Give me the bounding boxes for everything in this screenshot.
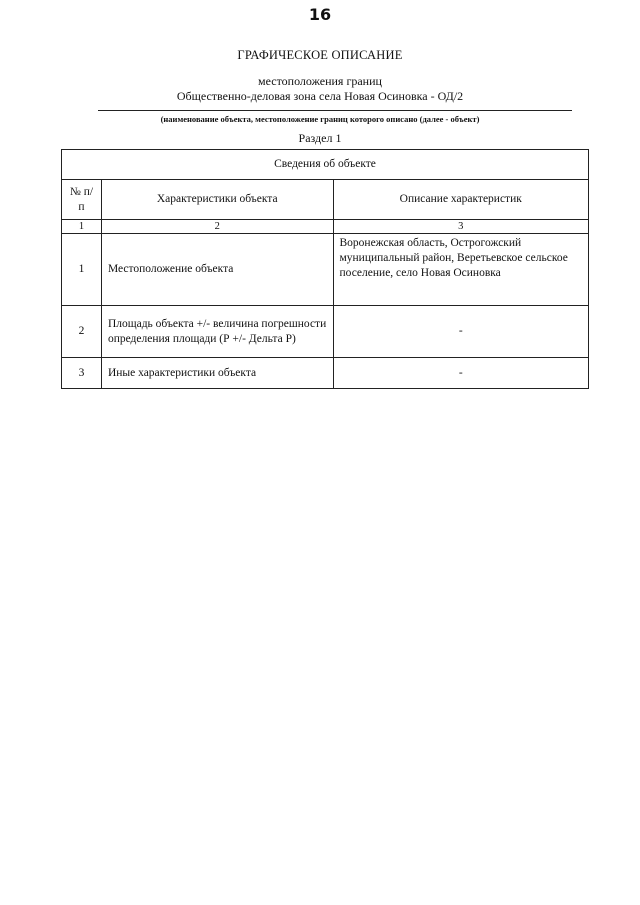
table-row: [62, 358, 589, 389]
column-index-3: 3: [333, 220, 589, 234]
table-row: [62, 234, 589, 306]
column-title-characteristic: Характеристики объекта: [101, 180, 333, 220]
column-title-description: Описание характеристик: [333, 180, 589, 220]
table-row: [62, 306, 589, 358]
section-label: Раздел 1: [298, 131, 342, 145]
object-caption: (наименование объекта, местоположение границ которого описано (далее - объект): [160, 114, 480, 124]
underline-rule: [98, 110, 572, 111]
row-description: Воронежская область, Острогожский муниципальный район, Веретьевское сельское поселение, село Новая Осиновка: [333, 234, 589, 306]
document-title: ГРАФИЧЕСКОЕ ОПИСАНИЕ: [237, 48, 403, 62]
row-characteristic: Площадь объекта +/- величина погрешности определения площади (Р +/- Дельта Р): [101, 306, 333, 358]
column-title-number: № п/п: [62, 180, 102, 220]
table-header-row: [62, 150, 589, 180]
page-number: 16: [308, 5, 332, 24]
row-number: 3: [62, 358, 102, 389]
object-name: Общественно-деловая зона села Новая Осиновка - ОД/2: [176, 89, 464, 103]
column-titles-row: [62, 180, 589, 220]
object-info-table: [61, 149, 589, 389]
column-index-row: [62, 220, 589, 234]
subtitle-boundaries: местоположения границ: [258, 74, 382, 88]
row-description: -: [333, 306, 589, 358]
column-index-1: 1: [62, 220, 102, 234]
row-characteristic: Местоположение объекта: [101, 234, 333, 306]
row-characteristic: Иные характеристики объекта: [101, 358, 333, 389]
row-number: 1: [62, 234, 102, 306]
row-description: -: [333, 358, 589, 389]
column-index-2: 2: [101, 220, 333, 234]
row-number: 2: [62, 306, 102, 358]
table-header: Сведения об объекте: [62, 150, 589, 180]
